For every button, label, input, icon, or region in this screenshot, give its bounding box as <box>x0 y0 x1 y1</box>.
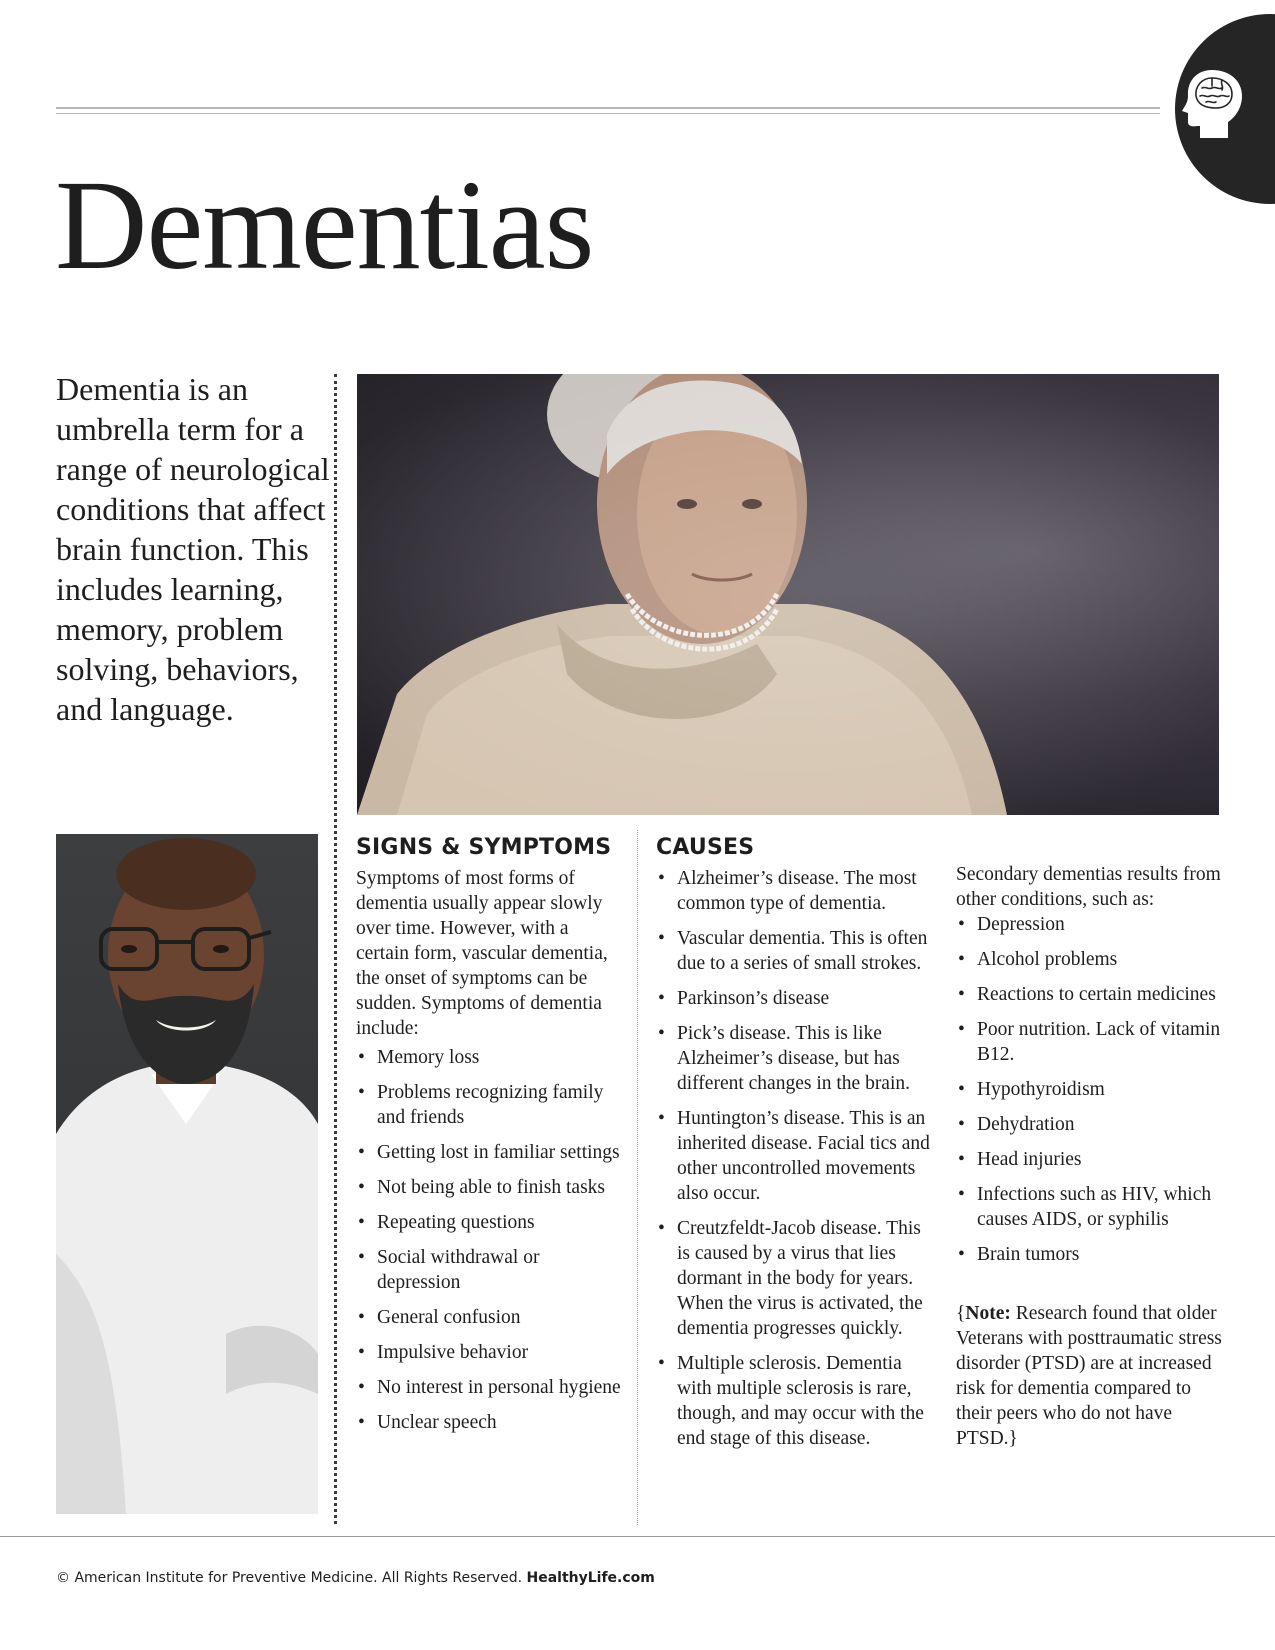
signs-intro: Symptoms of most forms of dementia usually appear slowly over time. However, with a certain form, vascular dementia, the onset of symptoms can be sudden. Symptoms of dementia include: <box>356 868 608 1039</box>
list-item: • Getting lost in familiar settings <box>356 1140 626 1165</box>
list-item: • Creutzfeldt-Jacob disease. This is caused by a virus that lies dormant in the body for years. When the virus is activated, the dementia progresses quickly. <box>656 1216 931 1341</box>
causes-section <box>656 833 931 1461</box>
column-divider-thin <box>637 830 638 1525</box>
list-item: • Problems recognizing family and friends <box>356 1080 626 1130</box>
list-item: • Parkinson’s disease <box>656 986 931 1011</box>
causes-heading: CAUSES <box>656 835 755 860</box>
list-item: • Not being able to finish tasks <box>356 1175 626 1200</box>
intro-text: Dementia is an umbrella term for a range of neurological conditions that affect brain function. This includes learning, memory, problem solving, behaviors, and language. <box>56 371 330 727</box>
photo-smiling-man <box>56 834 318 1514</box>
signs-heading: SIGNS & SYMPTOMS <box>356 835 612 860</box>
list-item: • Multiple sclerosis. Dementia with multiple sclerosis is rare, though, and may occur with the end stage of this disease. <box>656 1351 931 1451</box>
head-brain-icon <box>1182 66 1244 142</box>
list-item: • Dehydration <box>956 1112 1231 1137</box>
note-label: Note: <box>965 1303 1011 1324</box>
list-item: • Pick’s disease. This is like Alzheimer’s disease, but has different changes in the brain. <box>656 1021 931 1096</box>
secondary-intro: Secondary dementias results from other conditions, such as: <box>956 864 1221 910</box>
list-item: • Hypothyroidism <box>956 1077 1231 1102</box>
list-item: • Infections such as HIV, which causes AIDS, or syphilis <box>956 1182 1231 1232</box>
list-item: • Reactions to certain medicines <box>956 982 1231 1007</box>
photo-older-woman <box>357 374 1219 815</box>
list-item: • Poor nutrition. Lack of vitamin B12. <box>956 1017 1231 1067</box>
list-item: • Head injuries <box>956 1147 1231 1172</box>
list-item: • Memory loss <box>356 1045 626 1070</box>
list-item: • Alcohol problems <box>956 947 1231 972</box>
secondary-list <box>956 912 1231 1267</box>
list-item: • Alzheimer’s disease. The most common type of dementia. <box>656 866 931 916</box>
causes-list <box>656 866 931 1451</box>
list-item: • Repeating questions <box>356 1210 626 1235</box>
header-rule-top <box>56 107 1160 109</box>
note-open-brace: { <box>956 1303 966 1324</box>
header-rule-bottom <box>56 113 1160 114</box>
list-item: • General confusion <box>356 1305 626 1330</box>
list-item: • Unclear speech <box>356 1410 626 1435</box>
list-item: • No interest in personal hygiene <box>356 1375 626 1400</box>
signs-symptoms-section <box>356 833 626 1445</box>
list-item: • Brain tumors <box>956 1242 1231 1267</box>
list-item: • Depression <box>956 912 1231 937</box>
list-item: • Vascular dementia. This is often due to a series of small strokes. <box>656 926 931 976</box>
column-divider-dotted <box>334 374 337 1524</box>
page-title: Dementias <box>55 154 594 296</box>
signs-list <box>356 1045 626 1435</box>
research-note <box>956 1301 1231 1451</box>
footer-divider <box>0 1536 1275 1537</box>
copyright-text: © American Institute for Preventive Medicine. All Rights Reserved. <box>56 1570 527 1586</box>
list-item: • Impulsive behavior <box>356 1340 626 1365</box>
secondary-dementias-section <box>956 862 1231 1451</box>
note-text: Research found that older Veterans with posttraumatic stress disorder (PTSD) are at increased risk for dementia compared to their peers who do not have PTSD.} <box>956 1303 1222 1449</box>
list-item: • Social withdrawal or depression <box>356 1245 626 1295</box>
list-item: • Huntington’s disease. This is an inherited disease. Facial tics and other uncontrolled movements also occur. <box>656 1106 931 1206</box>
footer <box>56 1570 655 1586</box>
website-link[interactable]: HealthyLife.com <box>526 1570 655 1586</box>
